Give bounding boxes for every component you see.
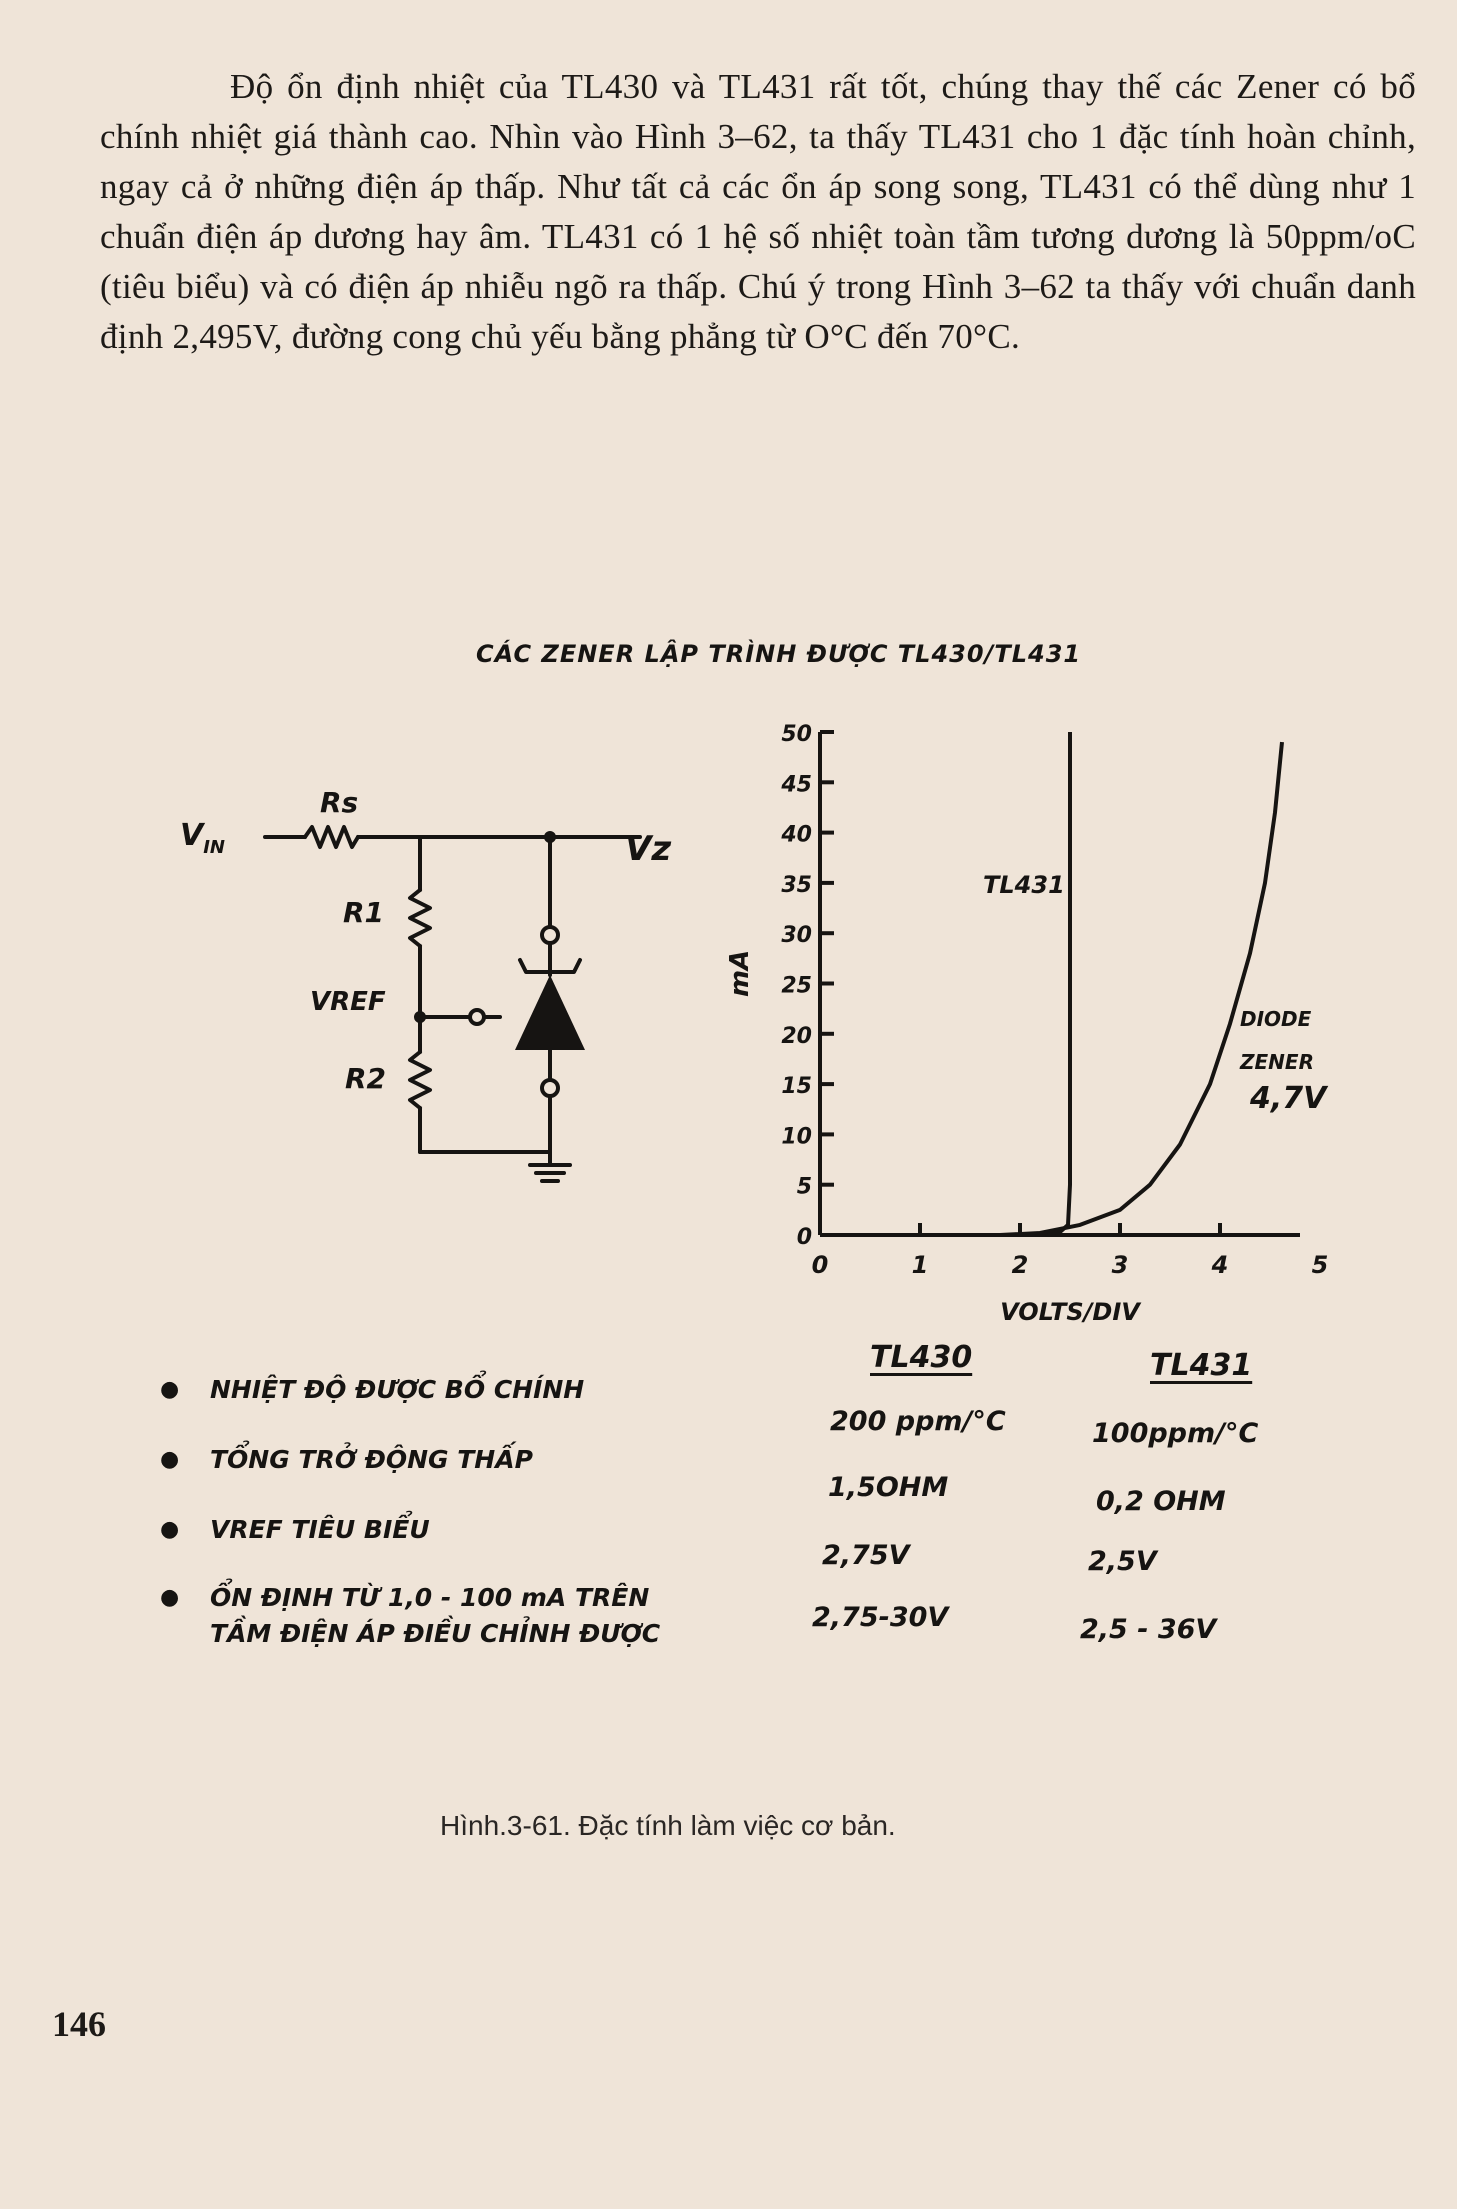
x-tick-label: 1 — [911, 1251, 929, 1279]
y-tick-label: 15 — [781, 1074, 812, 1100]
y-tick-label: 5 — [796, 1174, 812, 1200]
page-number: 146 — [52, 2004, 106, 2044]
tl431-curve — [820, 732, 1070, 1235]
y-axis-label: mA — [725, 949, 755, 998]
table-cell: 2,75V — [822, 1540, 910, 1571]
zener-label-line1: DIODE — [1240, 1006, 1312, 1031]
table-cell: 100ppm/°C — [1092, 1418, 1259, 1449]
table-cell: 2,75-30V — [812, 1602, 949, 1633]
tl431-curve-label: TL431 — [983, 870, 1065, 899]
vz-label: Vz — [625, 829, 672, 869]
x-tick-label: 3 — [1111, 1251, 1129, 1279]
column-header-tl431: TL431 — [1150, 1348, 1253, 1383]
r2-resistor — [410, 1052, 430, 1108]
figure-title: CÁC ZENER LẬP TRÌNH ĐƯỢC TL430/TL431 — [476, 640, 1082, 668]
y-tick-label: 25 — [781, 973, 812, 999]
r1-resistor — [410, 890, 430, 946]
y-tick-label: 45 — [781, 772, 812, 798]
column-header-tl430: TL430 — [870, 1340, 973, 1375]
feature-item: ● ỔN ĐỊNH TỪ 1,0 - 100 mA TRÊN TẦM ĐIỆN ÁP ĐIỀU CHỈNH ĐƯỢC — [160, 1583, 661, 1648]
circuit-diagram — [170, 760, 730, 1280]
feature-item: ● VREF TIÊU BIỂU — [160, 1515, 430, 1544]
figure-caption: Hình.3-61. Đặc tính làm việc cơ bản. — [440, 1810, 896, 1841]
vref-label: VREF — [310, 987, 386, 1017]
y-tick-label: 20 — [781, 1023, 812, 1049]
table-cell: 0,2 OHM — [1096, 1486, 1226, 1517]
table-cell: 2,5V — [1088, 1546, 1157, 1577]
feature-item: ● NHIỆT ĐỘ ĐƯỢC BỔ CHÍNH — [160, 1375, 585, 1404]
table-cell: 200 ppm/°C — [830, 1406, 1006, 1437]
rs-resistor — [305, 827, 358, 847]
x-tick-label: 2 — [1011, 1251, 1029, 1279]
table-cell: 1,5OHM — [828, 1472, 949, 1503]
feature-item: ● TỔNG TRỞ ĐỘNG THẤP — [160, 1445, 533, 1474]
body-paragraph: Độ ổn định nhiệt của TL430 và TL431 rất tốt, chúng thay thế các Zener có bổ chính nhiệt giá thành cao. Nhìn vào Hình 3–62, ta thấy TL431 cho 1 đặc tính hoàn chỉnh, ngay cả ở những điện áp thấp. Như tất cả các ổn áp song song, TL431 có thể dùng như 1 chuẩn điện áp dương hay âm. TL431 có 1 hệ số nhiệt toàn tầm tương dương là 50ppm/oC (tiêu biểu) và có điện áp nhiễu ngõ ra thấp. Chú ý trong Hình 3–62 ta thấy với chuẩn danh định 2,495V, đường cong chủ yếu bằng phẳng từ O°C đến 70°C. — [100, 67, 1416, 356]
y-tick-label: 0 — [796, 1225, 812, 1250]
x-tick-label: 4 — [1211, 1251, 1229, 1279]
tl431-symbol — [515, 975, 585, 1050]
x-axis-label: VOLTS/DIV — [1000, 1298, 1140, 1326]
table-cell: 2,5 - 36V — [1080, 1614, 1217, 1645]
y-tick-label: 50 — [781, 722, 812, 747]
x-tick-label: 5 — [1311, 1251, 1329, 1279]
y-tick-label: 30 — [781, 923, 812, 949]
zener-label-line2: ZENER — [1240, 1050, 1314, 1075]
y-tick-label: 40 — [781, 822, 812, 848]
zener-label-line3: 4,7V — [1250, 1081, 1327, 1117]
zener-curve — [820, 742, 1282, 1235]
x-tick-label: 0 — [811, 1251, 829, 1279]
y-tick-label: 35 — [781, 872, 812, 898]
r2-label: R2 — [345, 1062, 387, 1095]
r1-label: R1 — [343, 896, 385, 929]
iv-chart — [725, 710, 1330, 1330]
y-tick-label: 10 — [781, 1124, 812, 1150]
vin-label: $V_{IN}$ — [180, 818, 225, 858]
rs-label: Rs — [320, 786, 359, 819]
